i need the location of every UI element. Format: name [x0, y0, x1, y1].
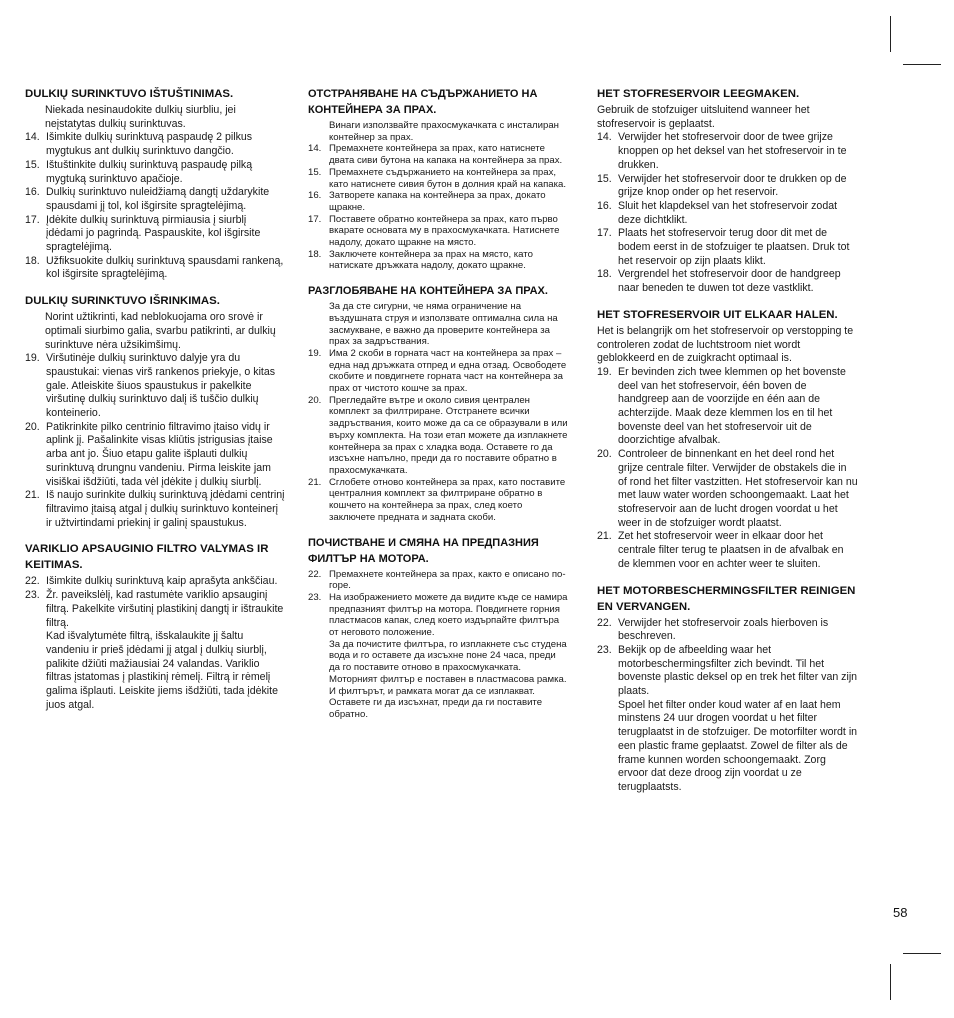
- step-text: Įdėkite dulkių surinktuvą pirmiausia į siurblį įdėdami jo pagrindą. Paspauskite, kol išgirsite spragtelėjimą.: [46, 213, 261, 254]
- step-number: 16.: [308, 190, 322, 202]
- step-text: Bekijk op de afbeelding waar het motorbeschermingsfilter zich bevindt. Til het bovenste plastic deksel op en trek het filter van zijn plaats.: [618, 643, 858, 698]
- step-item: [308, 569, 569, 592]
- step-item: [25, 255, 285, 282]
- step-item: [597, 366, 858, 448]
- step-item: [25, 214, 285, 255]
- step-text: Controleer de binnenkant en het deel rond het grijze centrale filter. Verwijder de obstakels die in of rond het filter vastzitten. Het stofreservoir kan nu met lauw water worden schoongemaakt. Laat het stofreservoir aan de lucht drogen voordat u het weer in de stofzuiger wordt plaatst.: [618, 448, 858, 529]
- section-heading: HET STOFRESERVOIR UIT ELKAAR HALEN.: [597, 308, 838, 321]
- step-list: [597, 617, 858, 795]
- step-text: Verwijder het stofreservoir zoals hierboven is beschreven.: [618, 616, 829, 643]
- section-heading: ОТСТРАНЯВАНЕ НА СЪДЪРЖАНИЕТО НА КОНТЕЙНЕРА ЗА ПРАХ.: [308, 88, 538, 116]
- step-item: [25, 159, 285, 186]
- step-item: [597, 617, 858, 644]
- section: [597, 307, 858, 572]
- step-list: [25, 352, 285, 530]
- step-number: 19.: [597, 365, 612, 378]
- step-text: Сглобете отново контейнера за прах, като поставите централния комплект за филтриране обратно в кошчето на контейнера за прах, след което заключете предната и задната скоби.: [329, 476, 566, 523]
- step-item: [25, 421, 285, 490]
- section-intro: Norint užtikrinti, kad neblokuojama oro srovė ir optimali siurbimo galia, svarbu patikrinti, ar dulkių surinktuve nėra užsikimšimų.: [45, 311, 276, 351]
- section-heading: ПОЧИСТВАНЕ И СМЯНА НА ПРЕДПАЗНИЯ ФИЛТЪР НА МОТОРА.: [308, 536, 539, 565]
- section-heading: DULKIŲ SURINKTUVO IŠRINKIMAS.: [25, 295, 220, 308]
- step-text: Ištuštinkite dulkių surinktuvą paspaudę pilką mygtuką surinktuvo apačioje.: [46, 158, 253, 185]
- section-heading: HET MOTORBESCHERMINGSFILTER REINIGEN EN VERVANGEN.: [597, 584, 856, 613]
- step-number: 19.: [308, 347, 322, 359]
- section-intro: Het is belangrijk om het stofreservoir op verstopping te controleren zodat de luchtstroom niet wordt geblokkeerd en de zuigkracht optimaal is.: [597, 324, 854, 365]
- step-text: Žr. paveikslėlį, kad rastumėte variklio apsauginį filtrą. Pakelkite viršutinį plastikinį dangtį ir ištraukite filtrą.: [46, 589, 284, 629]
- step-number: 14.: [25, 131, 40, 144]
- step-text: Iš naujo surinkite dulkių surinktuvą įdėdami centrinį filtravimo įtaisą atgal į dulkių surinktuvo konteinerį ir užtvirtindami priekinį ir galinį spaustukus.: [46, 489, 285, 529]
- step-number: 23.: [25, 589, 40, 602]
- step-number: 16.: [597, 199, 612, 212]
- step-note: Spoel het filter onder koud water af en laat hem minstens 24 uur drogen voordat u het filter terugplaatst in de stofzuiger. De motorfilter wordt in een plastic frame geplaatst. Zowel de filter als de frame kunnen worden schoongemaakt. Zorg ervoor dat deze droog zijn voordat u ze terugplaatsts.: [618, 698, 858, 793]
- step-number: 17.: [597, 227, 612, 240]
- step-number: 18.: [308, 248, 322, 260]
- section-intro: Gebruik de stofzuiger uitsluitend wanneer het stofreservoir is geplaatst.: [597, 104, 810, 130]
- step-number: 19.: [25, 352, 40, 365]
- step-item: [308, 214, 569, 249]
- step-item: [597, 200, 858, 227]
- step-text: Užfiksuokite dulkių surinktuvą spausdami rankeną, kol išgirsite spragtelėjimą.: [46, 254, 284, 281]
- step-text: Dulkių surinktuvo nuleidžiamą dangtį uždarykite spausdami jį tol, kol išgirsite spragtelėjimą.: [46, 186, 270, 212]
- step-number: 18.: [25, 254, 40, 267]
- section-intro: За да сте сигурни, че няма ограничение на въздушната струя и използвате оптимална сила на засмукване, е важно да проверите контейнера за прах за задръствания.: [329, 301, 558, 348]
- section-heading: DULKIŲ SURINKTUVO IŠTUŠTINIMAS.: [25, 88, 234, 100]
- step-list: [25, 131, 285, 282]
- step-item: [25, 575, 285, 589]
- step-item: [308, 477, 569, 524]
- section-intro: Винаги използвайте прахосмукачката с инсталиран контейнер за прах.: [329, 120, 559, 143]
- section-heading: VARIKLIO APSAUGINIO FILTRO VALYMAS IR KEITIMAS.: [25, 543, 269, 572]
- step-text: Vergrendel het stofreservoir door de handgreep naar beneden te duwen tot deze vastklikt.: [618, 268, 841, 295]
- step-number: 20.: [308, 394, 322, 406]
- section: [308, 283, 569, 523]
- step-item: [25, 131, 285, 158]
- step-text: Sluit het klapdeksel van het stofreservoir zodat deze dichtklikt.: [618, 199, 838, 226]
- step-text: Patikrinkite pilko centrinio filtravimo įtaiso vidų ir aplink jį. Pašalinkite visas kliūtis įstrigusias įtaise arba ant jo. Šiuo etapu galite išplauti dulkių surinktuvą drungnu vandeniu. Pirma leiskite jam visiškai išdžiūti, tada vėl įdėkite į dulkių siurblį.: [46, 420, 273, 488]
- step-list: [25, 575, 285, 712]
- step-item: [308, 167, 569, 190]
- page-number: 58: [893, 905, 908, 920]
- step-list: [308, 348, 569, 524]
- section: [25, 86, 285, 282]
- step-item: [308, 592, 569, 721]
- section: [308, 535, 569, 721]
- step-item: [597, 448, 858, 530]
- step-item: [308, 249, 569, 272]
- step-text: Išimkite dulkių surinktuvą kaip aprašyta ankščiau.: [46, 575, 278, 588]
- step-number: 20.: [597, 448, 612, 461]
- step-number: 22.: [308, 568, 322, 580]
- step-text: Премахнете съдържанието на контейнера за прах, като натиснете сивия бутон в долния край на капака.: [329, 166, 567, 190]
- step-item: [25, 352, 285, 421]
- step-note: Моторният филтър е поставен в пластмасова рамка. И филтърът, и рамката могат да се изплакват. Оставете ги да изсъхнат, преди да ги поставите обратно.: [329, 673, 567, 720]
- crop-mark-bottom-vertical: [890, 964, 891, 1000]
- step-number: 16.: [25, 186, 40, 199]
- column-bulgarian: [308, 86, 569, 732]
- step-list: [597, 366, 858, 572]
- step-text: Viršutinėje dulkių surinktuvo dalyje yra du spaustukai: vienas virš rankenos priekyje, o kitas gale. Atleiskite šiuos spaustukus ir pakelkite viršutinę dulkių surinktuvo dalį iš tuščio dulkių konteinerio.: [46, 352, 276, 420]
- step-number: 14.: [308, 143, 322, 155]
- step-number: 17.: [308, 213, 322, 225]
- step-text: Verwijder het stofreservoir door te drukken op de grijze knop onder op het reservoir.: [618, 172, 847, 199]
- step-number: 21.: [308, 476, 322, 488]
- section-heading: HET STOFRESERVOIR LEEGMAKEN.: [597, 88, 800, 100]
- step-item: [597, 173, 858, 200]
- section: [308, 86, 569, 272]
- section-intro: Niekada nesinaudokite dulkių siurbliu, jei neįstatytas dulkių surinktuvas.: [45, 104, 236, 130]
- step-text: Išimkite dulkių surinktuvą paspaudę 2 pilkus mygtukus ant dulkių surinktuvo dangčio.: [46, 131, 253, 158]
- step-text: Plaats het stofreservoir terug door dit met de bodem eerst in de stofzuiger te plaatsen. Druk tot het reservoir op zijn plaats klikt.: [618, 227, 850, 267]
- step-text: Премахнете контейнера за прах, както е описано по-горе.: [329, 568, 566, 592]
- step-item: [308, 190, 569, 213]
- step-list: [597, 131, 858, 295]
- step-number: 22.: [597, 616, 612, 629]
- section: [25, 541, 285, 712]
- step-note: За да почистите филтъра, го изплакнете със студена вода и го оставете да изсъхне поне 24 часа, преди да го поставите отново в прахосмукачката.: [329, 638, 567, 674]
- step-text: Заключете контейнера за прах на място, като натискате дръжката надолу, докато щракне.: [329, 248, 533, 272]
- step-item: [597, 131, 858, 172]
- step-number: 23.: [308, 591, 322, 603]
- step-item: [308, 348, 569, 395]
- crop-mark-top-horizontal: [903, 64, 941, 65]
- step-list: [308, 143, 569, 272]
- step-text: Прегледайте вътре и около сивия централен комплект за филтриране. Отстранете всички задръствания, които може да са се образували в или върху комплекта. На този етап можете да изплакнете контейнера за прах с хладка вода. Оставете го да изсъхне напълно, преди да го поставите обратно в прахосмукачката.: [329, 394, 568, 476]
- column-dutch: [597, 86, 858, 806]
- step-item: [597, 227, 858, 268]
- step-number: 15.: [597, 172, 612, 185]
- step-number: 22.: [25, 575, 40, 588]
- step-text: Verwijder het stofreservoir door de twee grijze knoppen op het deksel van het stofreservoir in te drukken.: [618, 131, 847, 171]
- step-number: 15.: [25, 158, 40, 171]
- step-text: На изображението можете да видите къде се намира предпазният филтър на мотора. Повдигнете горния пластмасов капак, след което издърпайте филтъра от неговото положение.: [329, 591, 568, 639]
- step-text: Поставете обратно контейнера за прах, като първо вкарате основата му в прахосмукачката. Натиснете надолу, докато щракне на място.: [329, 213, 560, 249]
- crop-mark-top-vertical: [890, 16, 891, 52]
- step-number: 14.: [597, 131, 612, 144]
- step-text: Има 2 скоби в горната част на контейнера за прах – една над дръжката отпред и една отзад. Освободете скобите и повдигнете горната част на контейнера за прах от чистото кошче за прах.: [329, 347, 567, 395]
- step-number: 20.: [25, 420, 40, 433]
- step-item: [25, 589, 285, 712]
- step-number: 17.: [25, 213, 40, 226]
- step-item: [597, 644, 858, 795]
- column-lithuanian: [25, 86, 285, 723]
- step-number: 21.: [597, 530, 612, 543]
- section: [597, 86, 858, 296]
- step-text: Затворете капака на контейнера за прах, докато щракне.: [329, 190, 546, 213]
- step-number: 23.: [597, 643, 612, 656]
- step-note: Kad išvalytumėte filtrą, išskalaukite jį šaltu vandeniu ir prieš įdėdami jį atgal į dulkių siurblį, palikite džiūti mažiausiai 24 valandas. Variklio filtras įstatomas į plastikinį rėmelį. Filtrą ir rėmelį galima išplauti. Leiskite jiems išdžiūti, tada įdėkite juos atgal.: [46, 630, 278, 711]
- step-item: [25, 489, 285, 530]
- step-item: [308, 143, 569, 166]
- step-number: 21.: [25, 489, 40, 502]
- step-number: 15.: [308, 166, 322, 178]
- section-heading: РАЗГЛОБЯВАНЕ НА КОНТЕЙНЕРА ЗА ПРАХ.: [308, 285, 548, 298]
- step-text: Zet het stofreservoir weer in elkaar door het centrale filter terug te plaatsen in de afvalbak en de klemmen voor en achter weer te sluiten.: [618, 530, 844, 570]
- step-list: [308, 569, 569, 721]
- step-text: Er bevinden zich twee klemmen op het bovenste deel van het stofreservoir, één boven de handgreep aan de voorzijde en één aan de achterzijde. Maak deze klemmen los en til het bovenste deel van het stofreservoir uit de doorzichtige afvalbak.: [618, 365, 846, 447]
- step-number: 18.: [597, 268, 612, 281]
- section: [25, 293, 285, 530]
- crop-mark-bottom-horizontal: [903, 953, 941, 954]
- step-item: [308, 395, 569, 477]
- step-text: Премахнете контейнера за прах, като натиснете двата сиви бутона на капака на контейнера за прах.: [329, 143, 563, 167]
- step-item: [25, 186, 285, 213]
- step-item: [597, 530, 858, 571]
- step-item: [597, 268, 858, 295]
- section: [597, 583, 858, 795]
